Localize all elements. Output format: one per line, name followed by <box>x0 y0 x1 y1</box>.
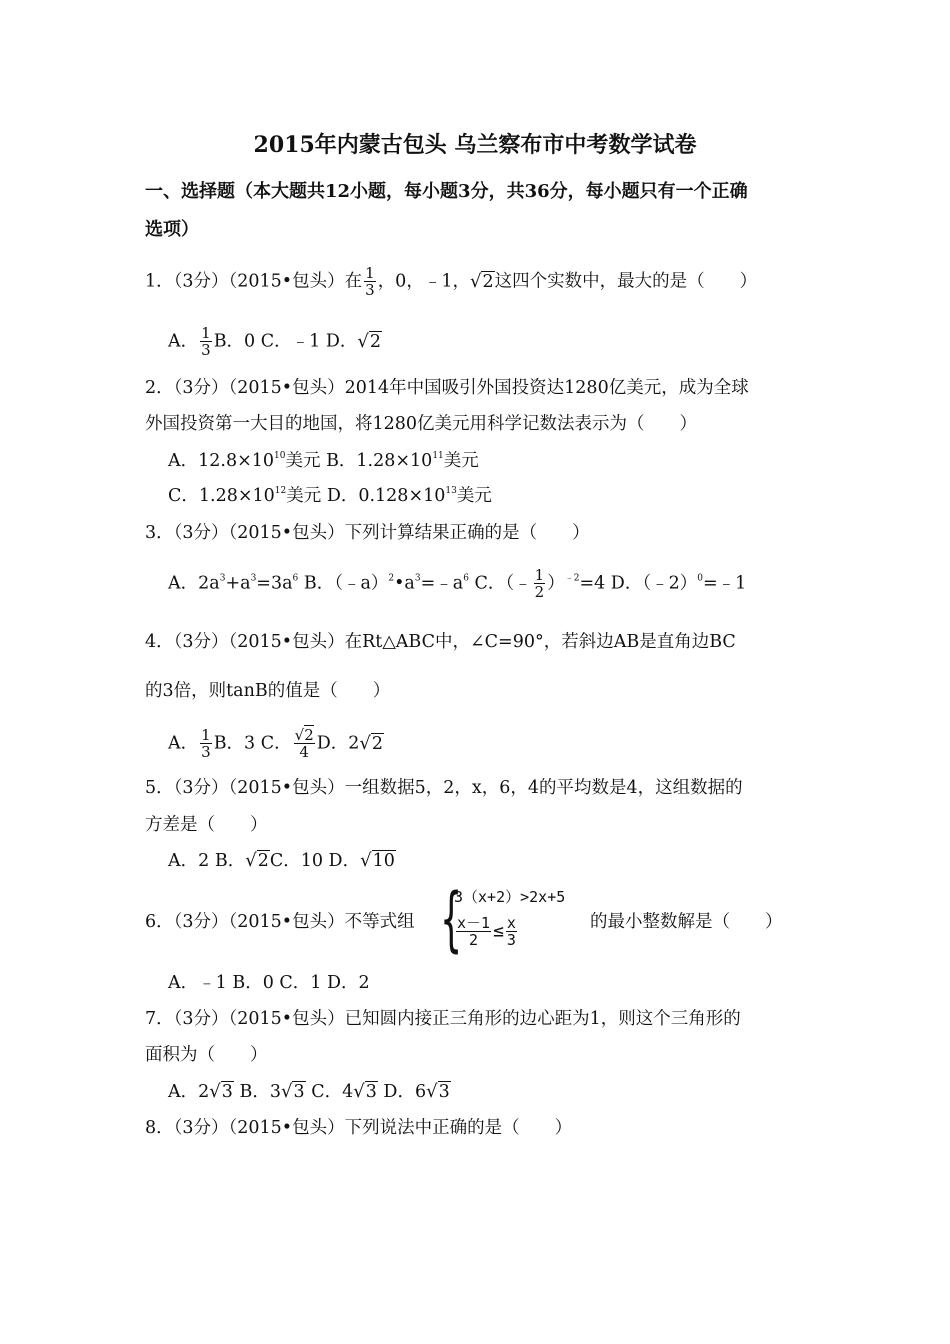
question-7-options: A．2√3 B．3√3 C．4√3 D．6√3 <box>168 1081 450 1102</box>
fraction: $\frac{1}{3}$ <box>365 264 375 299</box>
brace: { <box>440 878 463 960</box>
question-6-options: A．﹣1 B．0 C．1 D．2 <box>168 973 370 993</box>
question-5-options: A．2 B．√2C．10 D．√10 <box>168 850 395 871</box>
question-2-options-cd: C．$1.28\times 10^{12}$美元 D．$0.128\times 10^{13}$美元 <box>168 486 492 506</box>
inequality-system: { 3（x+2）>2x+5 $\frac{x-1}{2}$ ≤ $\frac{x}{3}$ <box>440 878 566 960</box>
question-7: 7．（3分）（2015•包头）已知圆内接正三角形的边心距为1，则这个三角形的 <box>145 1009 741 1029</box>
page-title: 2015年内蒙古包头 乌兰察布市中考数学试卷 <box>253 132 697 158</box>
question-4-options: A． $\frac{1}{3}$ B．3 C． $\frac{√2}{4}$ D．2√2 <box>168 726 384 761</box>
question-3-options: A．$2a^3+a^3=3a^6$ B．$(﹣a)^2•a^3=﹣a^6$ C．（﹣ $\frac{1}{2}$ ）$^{﹣2}$=4 D．（﹣2）$^0$=﹣1 <box>168 566 747 601</box>
question-2-options-ab: A．$12.8\times 10^{10}$美元 B．$1.28\times 10^{11}$美元 <box>168 451 479 471</box>
question-3: 3．（3分）（2015•包头）下列计算结果正确的是（ ） <box>145 523 590 543</box>
question-8: 8．（3分）（2015•包头）下列说法中正确的是（ ） <box>145 1118 573 1138</box>
question-6-cont: 的最小整数解是（ ） <box>590 912 783 932</box>
section-heading: 一、选择题（本大题共12小题，每小题3分，共36分，每小题只有一个正确 <box>145 181 748 202</box>
question-4: 4．（3分）（2015•包头）在Rt△ABC中，∠C=90°，若斜边AB是直角边BC <box>145 632 736 652</box>
question-1: 1．（3分）（2015•包头）在 $\frac{1}{3}$ ，0，﹣1，√2这四个实数中，最大的是（ ） <box>145 264 758 299</box>
question-2: 2．（3分）（2015•包头）2014年中国吸引外国投资达1280亿美元，成为全球 <box>145 378 749 398</box>
section-heading-cont: 选项） <box>145 219 199 240</box>
question-2-cont: 外国投资第一大目的地国，将1280亿美元用科学记数法表示为（ ） <box>145 414 698 434</box>
question-1-options: A． $\frac{1}{3}$ B．0 C．﹣1 D．√2 <box>168 324 381 359</box>
question-6: 6．（3分）（2015•包头）不等式组 <box>145 912 415 932</box>
question-5: 5．（3分）（2015•包头）一组数据5，2，x，6，4的平均数是4，这组数据的 <box>145 778 743 798</box>
question-4-cont: 的3倍，则tanB的值是（ ） <box>145 681 391 701</box>
sqrt: √2 <box>469 270 494 292</box>
question-7-cont: 面积为（ ） <box>145 1045 268 1065</box>
question-5-cont: 方差是（ ） <box>145 815 268 835</box>
